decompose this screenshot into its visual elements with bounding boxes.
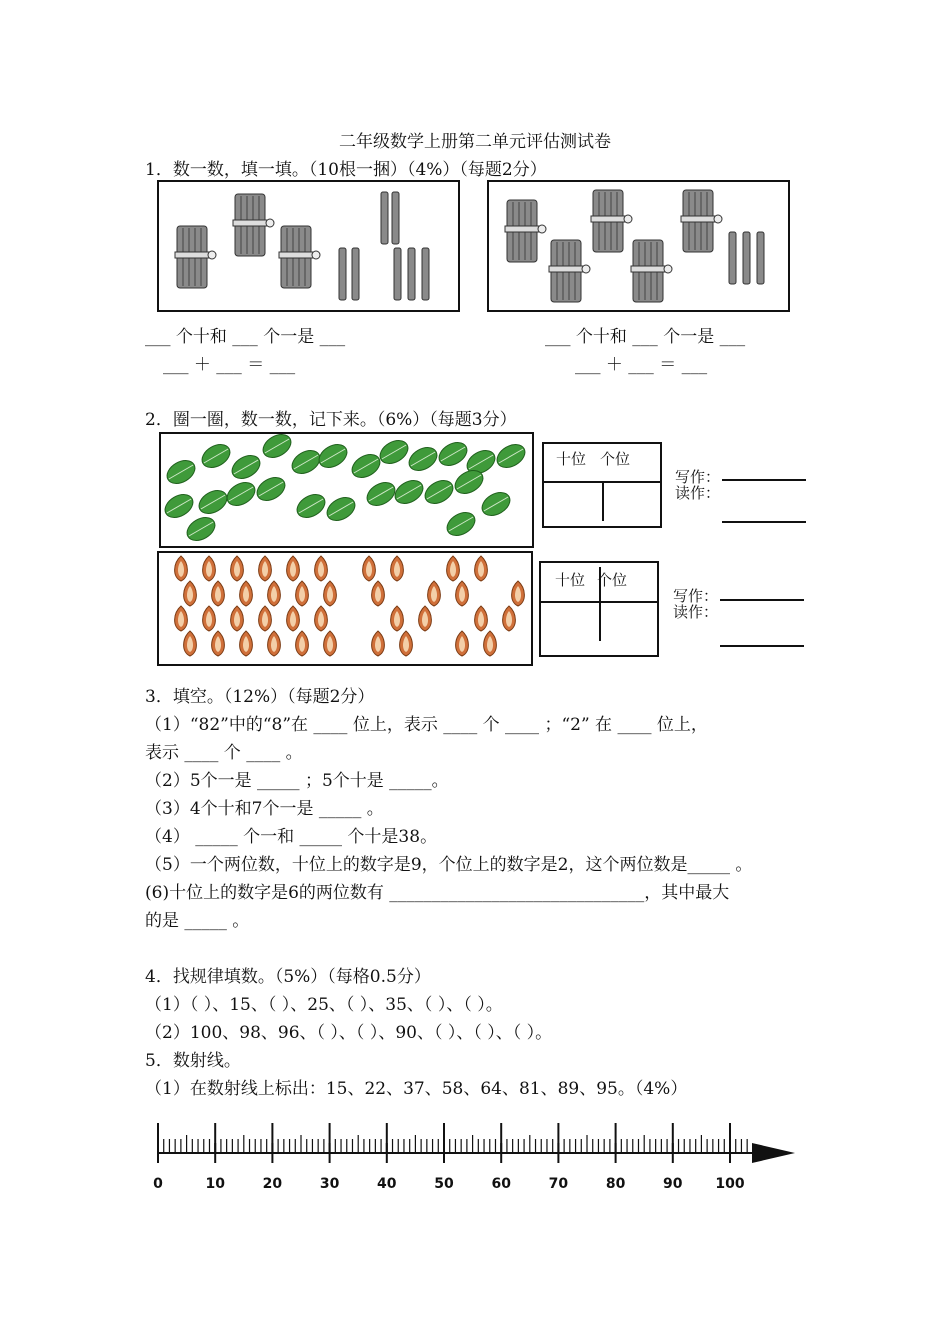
q2-seeds-box — [157, 551, 533, 666]
q3-heading: 3．填空。（12%）（每题2分） — [145, 687, 375, 707]
leaf-icon — [163, 456, 199, 488]
tick-label: 90 — [663, 1176, 683, 1192]
leaf-icon — [391, 476, 427, 508]
q1-heading: 1．数一数，填一填。（10根一捆）（4%）（每题2分） — [145, 160, 547, 180]
leaf-icon — [348, 450, 384, 482]
seed-icon — [372, 581, 385, 606]
tick-label: 10 — [205, 1176, 225, 1192]
place-value-table-2 — [539, 561, 659, 657]
seed-icon — [231, 606, 244, 631]
q1-left-bundles-box — [157, 180, 460, 312]
seed-icon — [315, 556, 328, 581]
seed-icon — [484, 631, 497, 656]
tens-label: 十位 — [555, 571, 586, 589]
seed-icon — [372, 631, 385, 656]
seed-icon — [324, 581, 337, 606]
leaf-icon — [478, 488, 514, 520]
tick-label: 30 — [319, 1176, 340, 1192]
bundle-sticks-image — [489, 182, 788, 310]
leaf-icon — [363, 478, 399, 510]
q2-heading: 2．圈一圈，数一数，记下来。（6%）（每题3分） — [145, 410, 517, 430]
bundle-sticks-image — [159, 182, 458, 310]
q4-line1: （1）（ ）、15、（ ）、25、（ ）、35、（ ）、（ ）。 — [145, 995, 503, 1015]
leaf-icon — [195, 486, 231, 518]
leaf-icon — [435, 438, 471, 470]
write-label-1: 写作： — [675, 468, 721, 486]
q5-line1: （1）在数射线上标出：15、22、37、58、64、81、89、95。（4%） — [145, 1079, 688, 1099]
seed-icon — [512, 581, 525, 606]
q1-right-bundles-box — [487, 180, 790, 312]
seed-icon — [296, 581, 309, 606]
q3-line3: （3）4个十和7个一是 _____ 。 — [145, 799, 384, 819]
seed-icon — [475, 556, 488, 581]
leaf-icon — [228, 451, 264, 483]
seed-icon — [419, 606, 432, 631]
q3-line6b: 的是 _____ 。 — [145, 911, 250, 931]
leaf-icon — [443, 508, 479, 540]
leaf-icon — [161, 490, 197, 522]
seed-icon — [363, 556, 376, 581]
tick-label: 80 — [605, 1176, 626, 1192]
read-label-1: 读作： — [675, 484, 721, 502]
leaf-icon — [293, 490, 329, 522]
q1-left-line1: ___ 个十和 ___ 个一是 ___ — [145, 327, 346, 347]
tick-label: 20 — [262, 1176, 283, 1192]
seed-icon — [203, 556, 216, 581]
leaf-icon — [315, 440, 351, 472]
seed-icon — [287, 606, 300, 631]
seed-icon — [175, 556, 188, 581]
q3-line5: （5）一个两位数，十位上的数字是9，个位上的数字是2，这个两位数是_____ 。 — [145, 855, 753, 875]
q3-line6: (6)十位上的数字是6的两位数有 ______________________________，其中最大 — [145, 883, 730, 903]
tick-label: 50 — [434, 1176, 454, 1192]
seed-icon — [287, 556, 300, 581]
arrow-head-icon — [752, 1143, 795, 1163]
tick-label: 100 — [715, 1176, 745, 1192]
ones-label: 个位 — [600, 450, 631, 468]
leaf-icon — [253, 473, 289, 505]
tick-label: 0 — [153, 1176, 163, 1192]
seed-icon — [268, 631, 281, 656]
seeds-image — [159, 553, 531, 664]
seed-icon — [456, 581, 469, 606]
ones-label: 个位 — [597, 571, 628, 589]
q3-line1b: 表示 ____ 个 ____ 。 — [145, 743, 303, 763]
read-answer-line-1[interactable] — [722, 521, 806, 523]
leaf-icon — [183, 513, 219, 545]
seed-icon — [259, 556, 272, 581]
leaf-icon — [323, 493, 359, 525]
write-answer-line-1[interactable] — [722, 479, 806, 481]
seed-icon — [212, 581, 225, 606]
leaf-icon — [288, 446, 324, 478]
seed-icon — [212, 631, 225, 656]
seed-icon — [203, 606, 216, 631]
number-ray — [140, 1115, 810, 1195]
seed-icon — [391, 556, 404, 581]
seed-icon — [400, 631, 413, 656]
seed-icon — [231, 556, 244, 581]
q4-heading: 4．找规律填数。（5%）（每格0.5分） — [145, 967, 431, 987]
page-title: 二年级数学上册第二单元评估测试卷 — [339, 132, 611, 152]
seed-icon — [503, 606, 516, 631]
leaf-icon — [259, 434, 295, 462]
leaves-image — [161, 434, 532, 546]
leaf-icon — [198, 440, 234, 472]
seed-icon — [447, 556, 460, 581]
q1-right-line1: ___ 个十和 ___ 个一是 ___ — [545, 327, 746, 347]
seed-icon — [456, 631, 469, 656]
seed-icon — [428, 581, 441, 606]
tick-label: 70 — [548, 1176, 569, 1192]
leaf-icon — [405, 443, 441, 475]
leaf-icon — [376, 436, 412, 468]
q2-leaves-box — [159, 432, 534, 548]
read-label-2: 读作： — [673, 603, 719, 621]
write-label-2: 写作： — [673, 587, 719, 605]
q4-line2: （2）100、98、96、（ ）、（ ）、90、（ ）、（ ）、（ ）。 — [145, 1023, 553, 1043]
seed-icon — [296, 631, 309, 656]
place-value-table-1 — [542, 442, 662, 528]
leaf-icon — [223, 478, 259, 510]
seed-icon — [184, 581, 197, 606]
write-answer-line-2[interactable] — [720, 599, 804, 601]
q5-heading: 5．数射线。 — [145, 1051, 241, 1071]
tens-label: 十位 — [556, 450, 587, 468]
seed-icon — [391, 606, 404, 631]
q3-line1: （1）“82”中的“8”在 ____ 位上，表示 ____ 个 ____ ；“2” 在 ____ 位上， — [145, 715, 708, 735]
q1-right-line2: ___ ＋ ___ ＝ ___ — [575, 355, 708, 375]
seed-icon — [175, 606, 188, 631]
seed-icon — [475, 606, 488, 631]
seed-icon — [184, 631, 197, 656]
seed-icon — [315, 606, 328, 631]
q3-line4: （4） _____ 个一和 _____ 个十是38。 — [145, 827, 438, 847]
seed-icon — [240, 631, 253, 656]
seed-icon — [268, 581, 281, 606]
seed-icon — [324, 631, 337, 656]
q1-left-line2: ___ ＋ ___ ＝ ___ — [163, 355, 296, 375]
tick-label: 40 — [377, 1176, 397, 1192]
seed-icon — [240, 581, 253, 606]
q3-line2: （2）5个一是 _____ ；5个十是 _____。 — [145, 771, 449, 791]
read-answer-line-2[interactable] — [720, 645, 804, 647]
leaf-icon — [421, 476, 457, 508]
leaf-icon — [493, 440, 529, 472]
seed-icon — [259, 606, 272, 631]
tick-label: 60 — [491, 1176, 511, 1192]
